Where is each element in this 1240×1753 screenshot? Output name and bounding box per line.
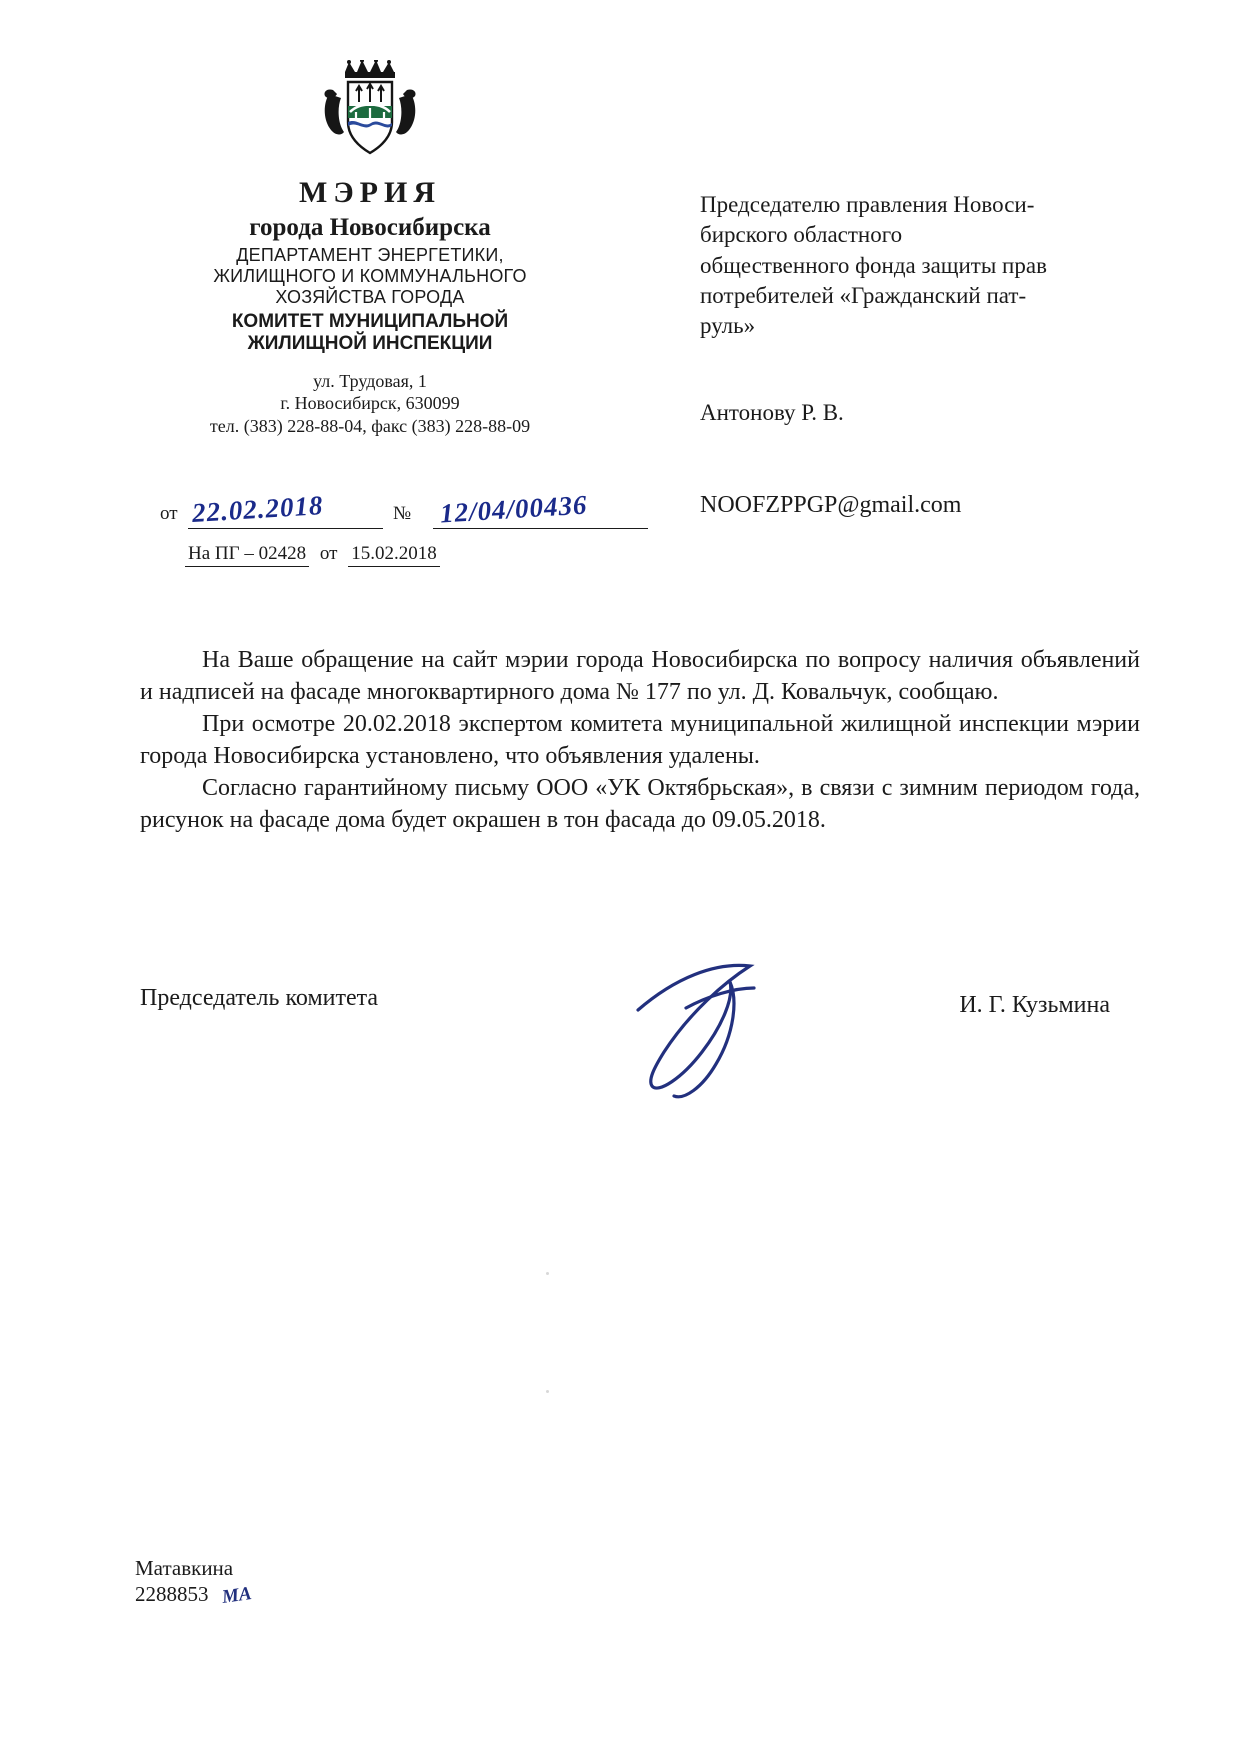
addressee-line-5: руль» xyxy=(700,313,756,339)
department-line-1: ДЕПАРТАМЕНТ ЭНЕРГЕТИКИ, xyxy=(236,245,504,265)
body-paragraph-1: На Ваше обращение на сайт мэрии города Новосибирска по вопросу наличия объявлений и надписей на фасаде многоквартирного дома № 177 по ул. Д. Ковальчук, сообщаю. xyxy=(140,647,1140,705)
incoming-reference xyxy=(185,543,440,567)
executor-phone: 2288853 xyxy=(135,1582,209,1607)
addressee-line-3: общественного фонда защиты прав xyxy=(700,252,1047,278)
address-city: г. Новосибирск, 630099 xyxy=(280,393,460,414)
outgoing-number-label: № xyxy=(393,503,412,524)
signatory-title: Председатель комитета xyxy=(140,985,379,1011)
novosibirsk-coat-of-arms-icon xyxy=(140,60,600,170)
department-line-3: ХОЗЯЙСТВА ГОРОДА xyxy=(275,287,465,308)
addressee-name: Антонову Р. В. xyxy=(700,400,844,425)
incoming-reference-number: На ПГ – 02428 xyxy=(185,543,309,567)
addressee-line-2: бирского областного xyxy=(700,222,903,248)
outgoing-number-rule xyxy=(433,528,648,529)
scan-artifact-dot xyxy=(546,1390,549,1393)
address-phone: тел. (383) 228-88-04, факс (383) 228-88-09 xyxy=(209,415,531,436)
outgoing-reference xyxy=(150,489,670,529)
committee-line-2: ЖИЛИЩНОЙ ИНСПЕКЦИИ xyxy=(247,333,493,355)
executor-block xyxy=(135,1555,251,1608)
executor-name: Матавкина xyxy=(135,1556,234,1580)
outgoing-date-rule xyxy=(188,528,383,529)
outgoing-date-handwritten: 22.02.2018 xyxy=(191,490,325,528)
blue-ink-signature-icon xyxy=(630,960,820,1120)
body-paragraph-3: Согласно гарантийному письму ООО «УК Октябрьская», в связи с зимним периодом года, рисунок на фасаде дома будет окрашен в тон фасада до 09.05.2018. xyxy=(140,774,1140,833)
addressee-line-4: потребителей «Гражданский пат- xyxy=(700,283,1027,309)
org-name-main: МЭРИЯ xyxy=(299,176,441,209)
addressee-block xyxy=(700,190,1160,342)
signatory-name: И. Г. Кузьмина xyxy=(959,992,1110,1018)
body-paragraph-2: При осмотре 20.02.2018 экспертом комитета муниципальной жилищной инспекции мэрии города Новосибирска установлено, что объявления удалены. xyxy=(140,710,1140,769)
org-name-city: города Новосибирска xyxy=(249,214,491,241)
address-street: ул. Трудовая, 1 xyxy=(313,370,427,391)
letter-body xyxy=(140,645,1140,836)
department-line-2: ЖИЛИЩНОГО И КОММУНАЛЬНОГО xyxy=(213,266,527,287)
outgoing-number-handwritten: 12/04/00436 xyxy=(439,489,589,529)
letterhead xyxy=(140,60,600,437)
committee-line-1: КОМИТЕТ МУНИЦИПАЛЬНОЙ xyxy=(231,310,509,332)
executor-initials-handwritten: МА xyxy=(220,1583,253,1609)
outgoing-date-label: от xyxy=(160,503,178,524)
addressee-line-1: Председателю правления Новоси- xyxy=(700,192,1035,217)
incoming-date-label: от xyxy=(319,543,338,564)
incoming-date: 15.02.2018 xyxy=(348,543,440,567)
scan-artifact-dot xyxy=(546,1272,549,1275)
addressee-email[interactable]: NOOFZPPGP@gmail.com xyxy=(700,492,962,518)
